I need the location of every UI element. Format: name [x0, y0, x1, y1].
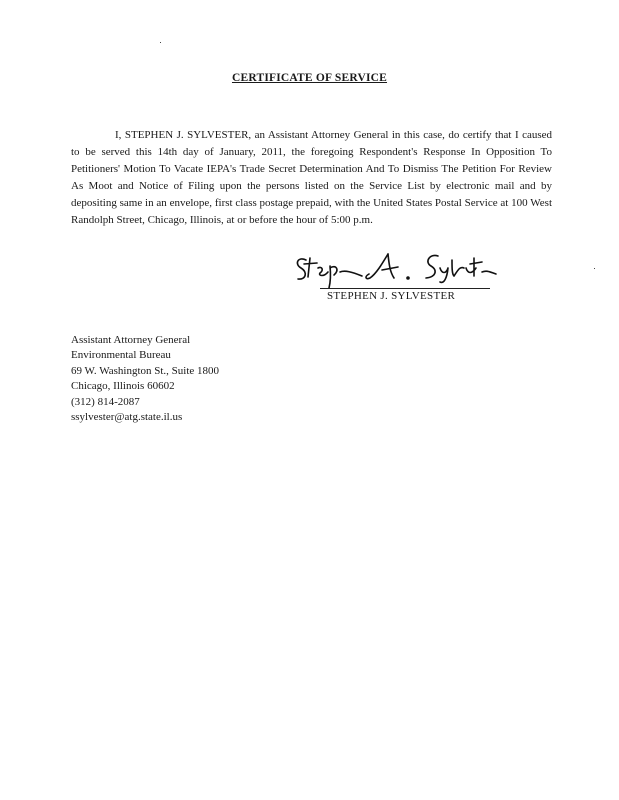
signer-street: 69 W. Washington St., Suite 1800	[71, 364, 220, 377]
signature-block	[290, 250, 500, 310]
signer-city: Chicago, Illinois 60602	[71, 380, 175, 393]
signer-printed-name: STEPHEN J. SYLVESTER	[327, 290, 456, 302]
certification-paragraph: I, STEPHEN J. SYLVESTER, an Assistant Attorney General in this case, do certify that I caused to be served this 14th day of January, 2011, the foregoing Respondent's Response In Opposition To Petitioners' Motion To Vacate IEPA's Trade Secret Determination And To Dismiss The Petition For Review As Moot and Notice of Filing upon the persons listed on the Service List by electronic mail and by depositing same in an envelope, first class postage prepaid, with the United States Postal Service at 100 West Randolph Street, Chicago, Illinois, at or before the hour of 5:00 p.m.	[71, 129, 552, 226]
scan-speck	[594, 268, 595, 269]
signer-title: Assistant Attorney General	[71, 334, 191, 346]
page-title: CERTIFICATE OF SERVICE	[231, 72, 388, 84]
signer-phone: (312) 814-2087	[71, 395, 140, 408]
signature-line	[320, 288, 490, 289]
signer-email: ssylvester@atg.state.il.us	[71, 411, 183, 424]
handwritten-signature	[290, 250, 500, 290]
signer-address-block	[71, 333, 219, 425]
scan-speck	[160, 42, 161, 43]
signer-bureau: Environmental Bureau	[71, 349, 171, 362]
